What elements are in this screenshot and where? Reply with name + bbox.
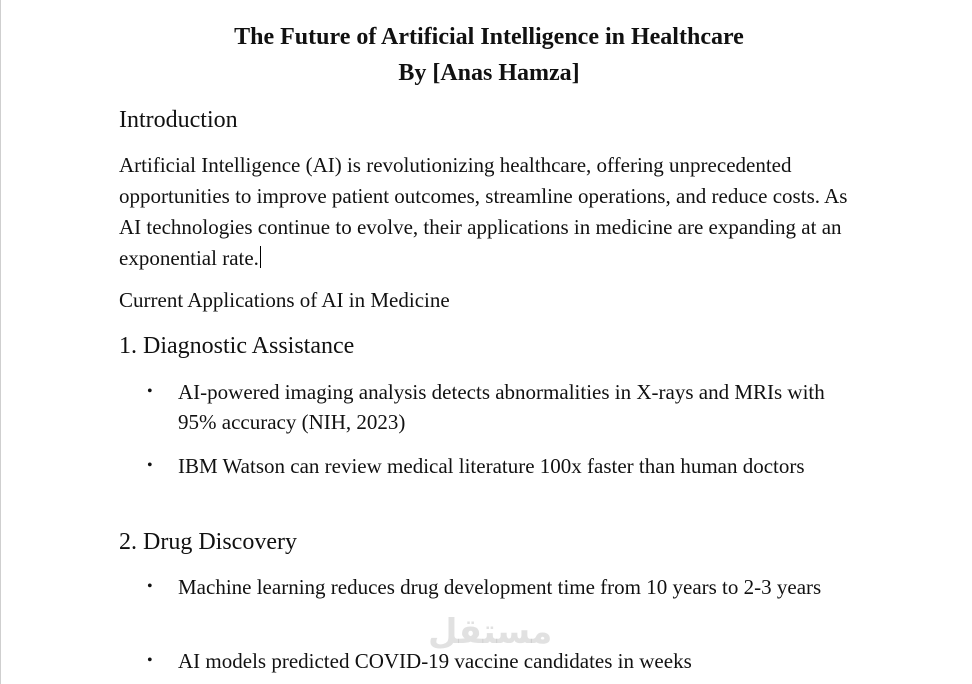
bullet-icon: • (147, 652, 153, 669)
text-cursor (260, 246, 261, 268)
list-item-text: AI models predicted COVID-19 vaccine candidates in weeks (178, 649, 692, 673)
list-item (147, 572, 858, 602)
bullet-icon: • (147, 578, 153, 595)
list-item-text: IBM Watson can review medical literature 100x faster than human doctors (178, 454, 805, 478)
list-item (147, 451, 858, 481)
page-left-border (0, 0, 1, 684)
document-title: The Future of Artificial Intelligence in Healthcare (234, 24, 744, 50)
bullet-icon: • (147, 383, 153, 400)
list-item-text: Machine learning reduces drug development time from 10 years to 2-3 years (178, 575, 822, 599)
intro-paragraph[interactable] (119, 150, 859, 274)
intro-heading: Introduction (119, 107, 238, 133)
document-byline: By [Anas Hamza] (398, 60, 580, 86)
watermark-logo: مستقل (428, 612, 553, 652)
bullet-icon: • (147, 457, 153, 474)
section-heading-diagnostic: 1. Diagnostic Assistance (119, 333, 355, 359)
section-heading-drug-discovery: 2. Drug Discovery (119, 529, 297, 555)
list-item-text: AI-powered imaging analysis detects abnormalities in X-rays and MRIs with 95% accuracy (NIH, 2023) (178, 380, 825, 434)
list-item (147, 377, 858, 437)
intro-paragraph-text: Artificial Intelligence (AI) is revolutionizing healthcare, offering unprecedented opportunities to improve patient outcomes, streamline operations, and reduce costs. As AI technologies continue to evolve, their applications in medicine are expanding at an exponential rate. (119, 153, 848, 270)
current-applications-heading: Current Applications of AI in Medicine (119, 288, 450, 312)
